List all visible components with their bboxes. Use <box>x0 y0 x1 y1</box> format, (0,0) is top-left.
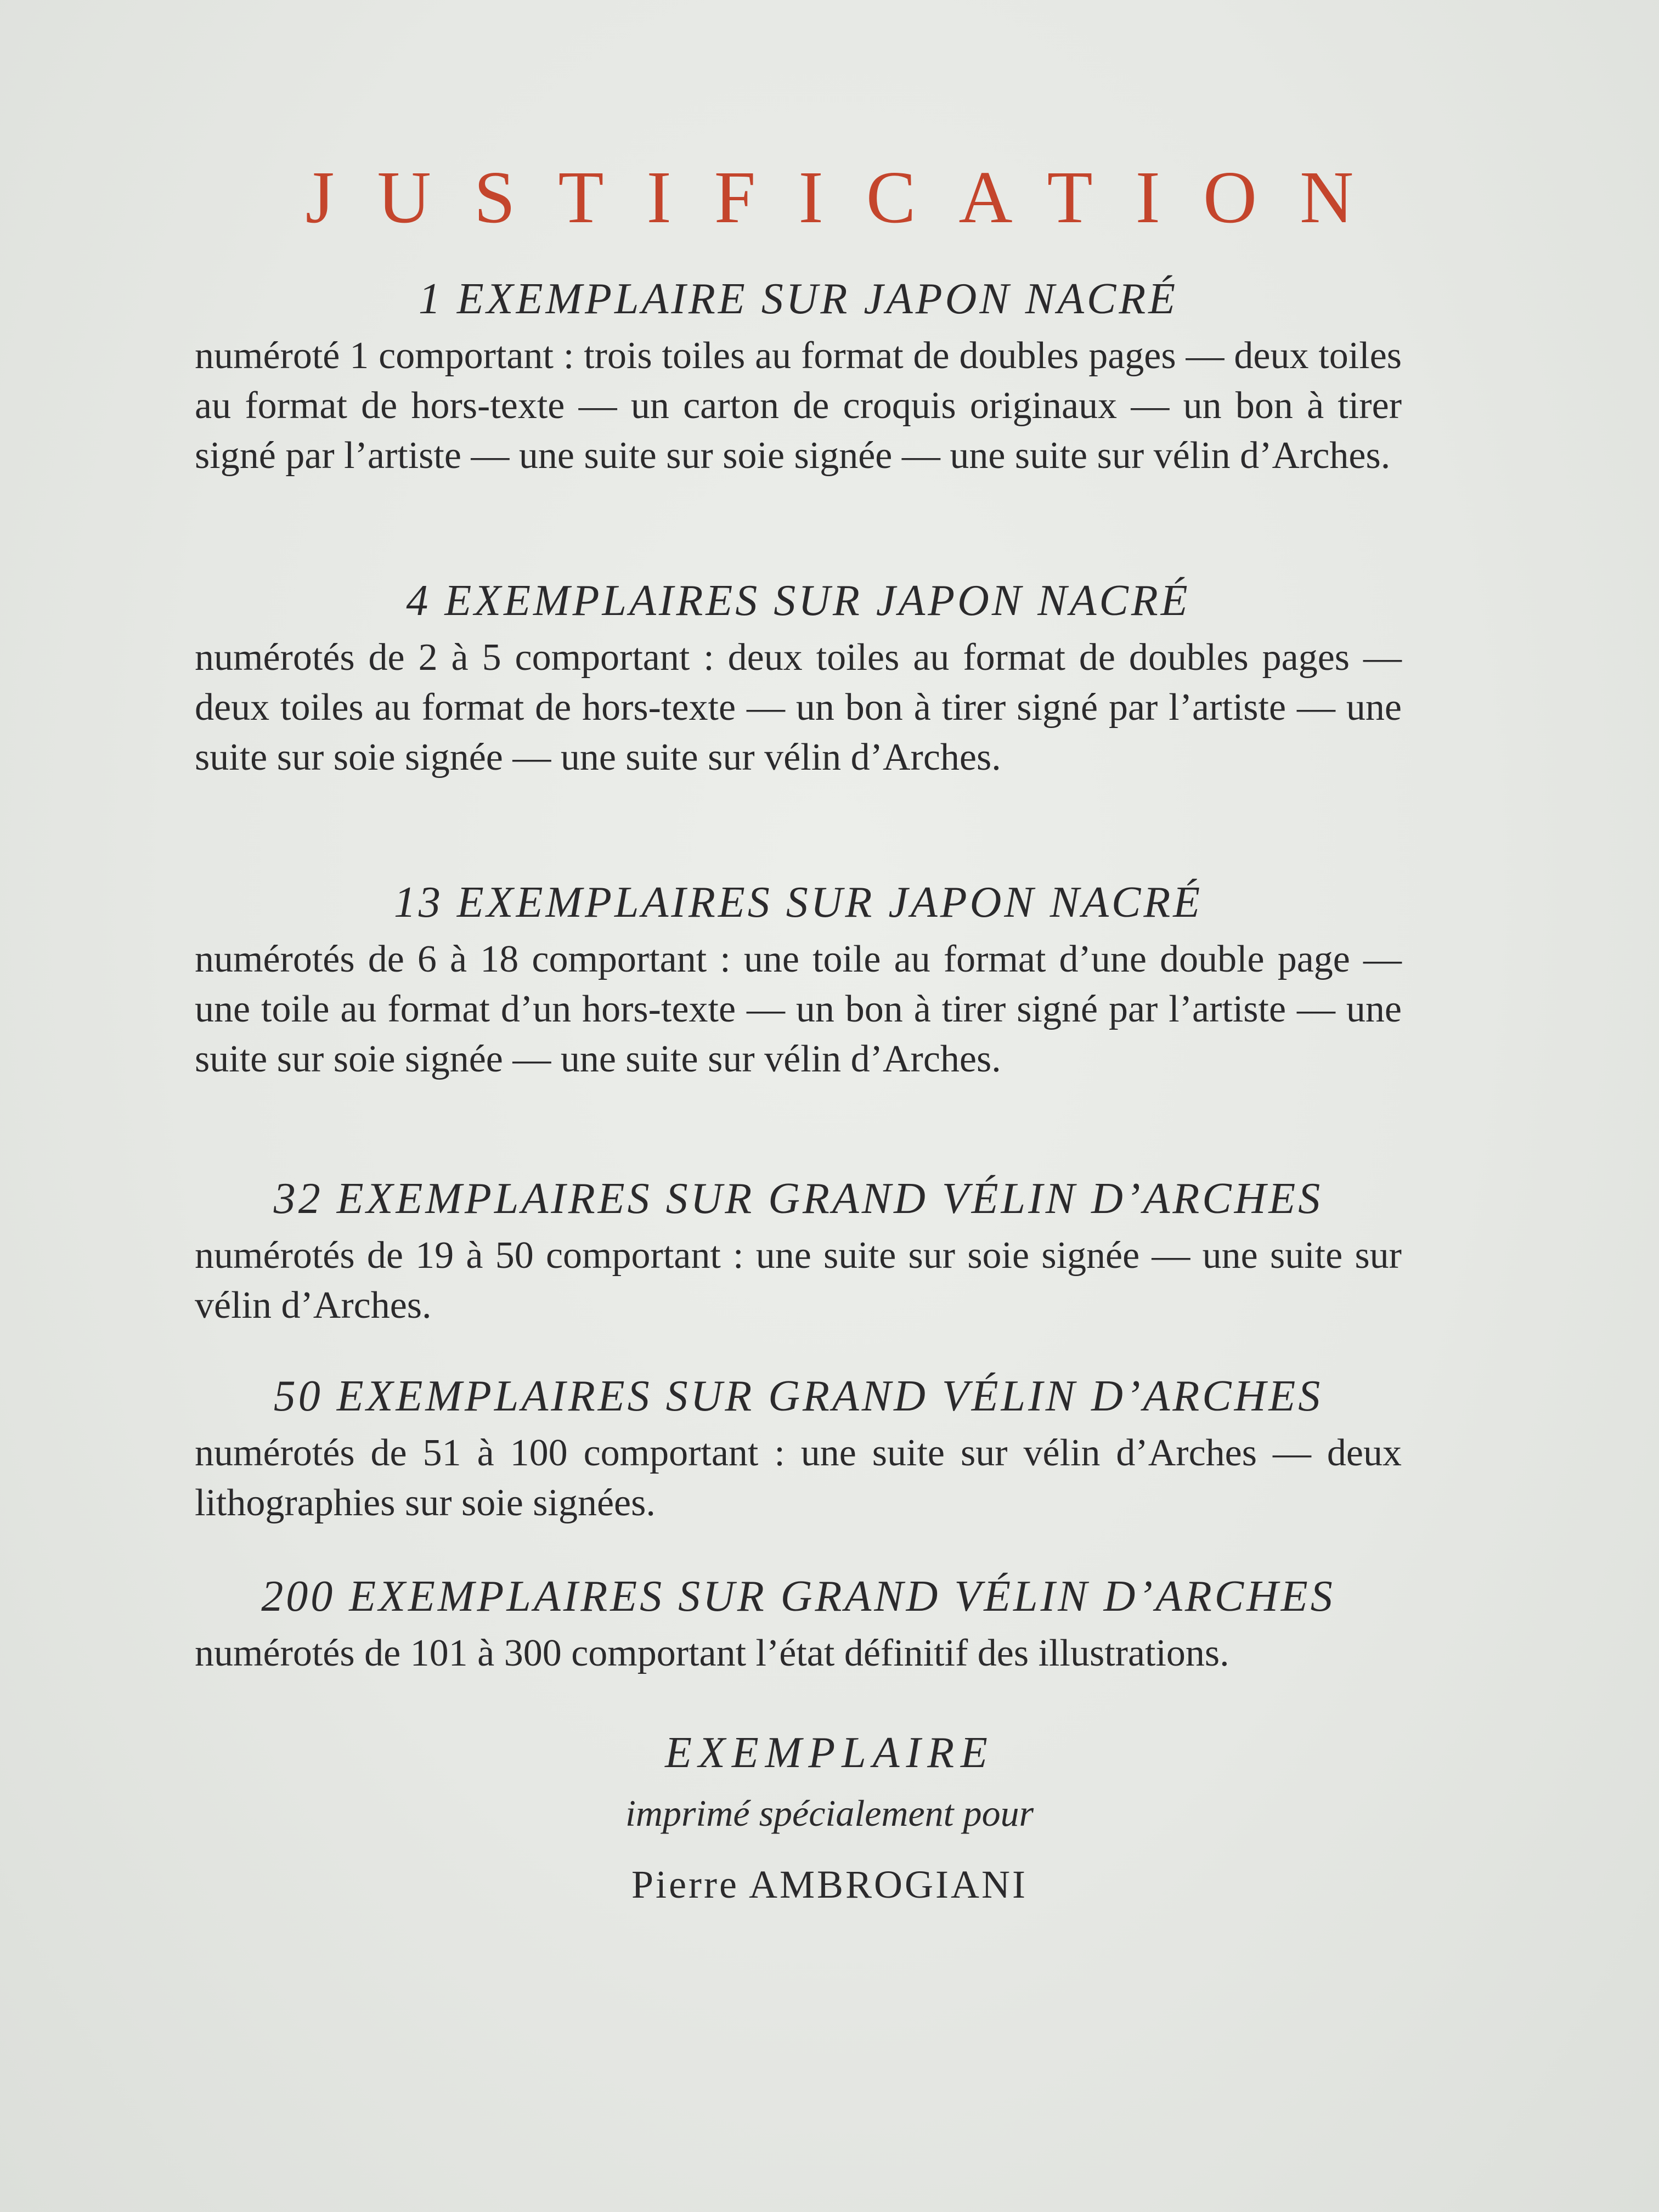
edition-section-1 <box>195 272 1402 481</box>
edition-section-2 <box>195 573 1402 782</box>
colophon-subtitle: imprimé spécialement pour <box>625 1792 1034 1834</box>
page-title: JUSTIFICATION <box>305 156 1397 239</box>
edition-section-4 <box>195 1171 1402 1330</box>
edition-section-3 <box>195 875 1402 1084</box>
edition-description: numérotés de 2 à 5 comportant : deux toiles au format de doubles pages — deux toiles au format de hors-texte — un bon à tirer signé par l’artiste — une suite sur soie signée — une suite sur vélin d’Arches. <box>195 636 1402 778</box>
edition-section-6 <box>195 1569 1402 1678</box>
colophon-label: EXEMPLAIRE <box>665 1729 994 1777</box>
edition-heading: 50 EXEMPLAIRES SUR GRAND VÉLIN D’ARCHES <box>273 1372 1323 1420</box>
edition-description: numérotés de 6 à 18 comportant : une toile au format d’une double page — une toile au format d’un hors-texte — un bon à tirer signé par l’artiste — une suite sur soie signée — une suite sur vélin d’Arches. <box>195 938 1402 1080</box>
edition-heading: 32 EXEMPLAIRES SUR GRAND VÉLIN D’ARCHES <box>273 1175 1323 1223</box>
edition-heading: 4 EXEMPLAIRES SUR JAPON NACRÉ <box>406 577 1190 625</box>
edition-description: numérotés de 19 à 50 comportant : une suite sur soie signée — une suite sur vélin d’Arches. <box>195 1234 1402 1327</box>
edition-heading: 200 EXEMPLAIRES SUR GRAND VÉLIN D’ARCHES <box>261 1572 1335 1621</box>
colophon <box>0 1723 1659 1920</box>
edition-description: numéroté 1 comportant : trois toiles au format de doubles pages — deux toiles au format de hors-texte — un carton de croquis originaux — un bon à tirer signé par l’artiste — une suite sur soie signée — une suite sur vélin d’Arches. <box>195 335 1402 477</box>
edition-heading: 1 EXEMPLAIRE SUR JAPON NACRÉ <box>418 275 1178 323</box>
edition-heading: 13 EXEMPLAIRES SUR JAPON NACRÉ <box>393 878 1203 927</box>
edition-description: numérotés de 101 à 300 comportant l’état définitif des illustrations. <box>195 1632 1229 1674</box>
edition-section-5 <box>195 1369 1402 1528</box>
edition-description: numérotés de 51 à 100 comportant : une suite sur vélin d’Arches — deux lithographies sur soie signées. <box>195 1432 1402 1524</box>
colophon-recipient: Pierre AMBROGIANI <box>631 1863 1028 1906</box>
